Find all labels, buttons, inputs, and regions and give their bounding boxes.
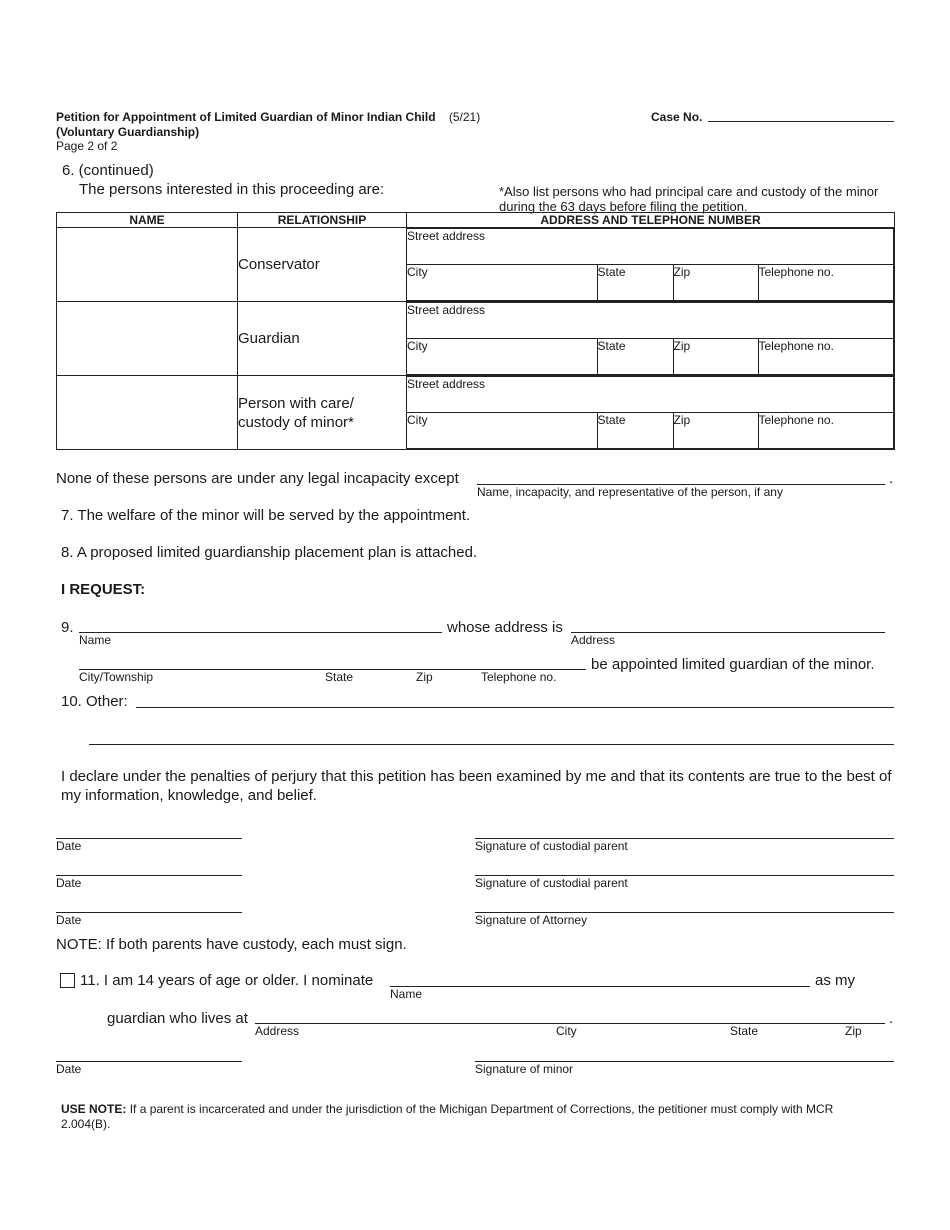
- incapacity-period: .: [889, 470, 894, 487]
- telephone-caption: Telephone no.: [481, 670, 557, 684]
- minor-date-field[interactable]: [56, 1061, 242, 1062]
- nominee-name-field[interactable]: [390, 986, 810, 987]
- guardian-lives-text: guardian who lives at: [107, 1010, 248, 1027]
- signature-caption: Signature of custodial parent: [475, 839, 628, 853]
- other-field-line-2[interactable]: [89, 744, 894, 745]
- signature-caption: Signature of custodial parent: [475, 876, 628, 890]
- date-field[interactable]: [56, 838, 242, 839]
- telephone-field[interactable]: Telephone no.: [758, 265, 894, 301]
- signature-caption: Signature of Attorney: [475, 913, 588, 927]
- zip-caption: Zip: [416, 670, 433, 684]
- zip-field[interactable]: Zip: [673, 413, 758, 449]
- item-10-label: 10. Other:: [61, 693, 128, 710]
- address-caption: Address: [571, 633, 616, 647]
- city-field[interactable]: City: [407, 339, 597, 375]
- name-caption: Name: [79, 633, 112, 647]
- date-field[interactable]: [56, 912, 242, 913]
- be-appointed-text: be appointed limited guardian of the minor.: [591, 656, 875, 673]
- form-title: [56, 110, 480, 124]
- zip-field[interactable]: Zip: [673, 265, 758, 301]
- address-cell: [407, 302, 895, 376]
- name-cell[interactable]: [57, 228, 238, 302]
- guardian-lives-period: .: [889, 1010, 894, 1027]
- nominee-state-caption: State: [730, 1024, 759, 1038]
- header-relationship: RELATIONSHIP: [238, 213, 407, 228]
- state-field[interactable]: State: [597, 413, 673, 449]
- address-cell: [407, 228, 895, 302]
- table-row: [57, 228, 895, 302]
- nominee-name-caption: Name: [390, 987, 423, 1001]
- street-address-field[interactable]: Street address: [407, 229, 894, 265]
- persons-table: [56, 212, 895, 450]
- state-field[interactable]: State: [597, 339, 673, 375]
- table-row: [57, 376, 895, 450]
- item-11-checkbox[interactable]: [60, 973, 75, 988]
- table-header-row: [57, 213, 895, 228]
- item-6-footnote: *Also list persons who had principal care and custody of the minor during the 63 days before filing the petition.: [499, 184, 879, 214]
- table-row: [57, 302, 895, 376]
- nominee-address-caption: Address: [255, 1024, 300, 1038]
- telephone-field[interactable]: Telephone no.: [758, 339, 894, 375]
- perjury-declaration: I declare under the penalties of perjury that this petition has been examined by me and that its contents are true to the best of my information, knowledge, and belief.: [61, 768, 892, 804]
- minor-date-caption: Date: [56, 1062, 82, 1076]
- item-6-number: 6. (continued): [62, 162, 154, 179]
- city-field[interactable]: City: [407, 413, 597, 449]
- street-address-field[interactable]: Street address: [407, 303, 894, 339]
- city-field[interactable]: City: [407, 265, 597, 301]
- state-field[interactable]: State: [597, 265, 673, 301]
- item-7: 7. The welfare of the minor will be served by the appointment.: [61, 507, 471, 524]
- whose-address-text: whose address is: [447, 619, 563, 636]
- use-note-label: USE NOTE:: [61, 1102, 127, 1116]
- minor-signature-caption: Signature of minor: [475, 1062, 574, 1076]
- page-number: Page 2 of 2: [56, 139, 118, 153]
- item-8: 8. A proposed limited guardianship placement plan is attached.: [61, 544, 478, 561]
- as-my-text: as my: [815, 972, 856, 989]
- incapacity-text: None of these persons are under any legal incapacity except: [56, 470, 459, 487]
- date-caption: Date: [56, 876, 82, 890]
- telephone-field[interactable]: Telephone no.: [758, 413, 894, 449]
- guardian-name-field[interactable]: [79, 632, 442, 633]
- item-9-number: 9.: [61, 619, 74, 636]
- form-version: (5/21): [448, 110, 481, 124]
- date-caption: Date: [56, 913, 82, 927]
- date-caption: Date: [56, 839, 82, 853]
- form-title-text: Petition for Appointment of Limited Guardian of Minor Indian Child: [56, 110, 436, 124]
- name-cell[interactable]: [57, 376, 238, 450]
- relationship-cell: Conservator: [238, 228, 407, 302]
- relationship-cell: Person with care/ custody of minor*: [238, 376, 407, 450]
- item-11-text: 11. I am 14 years of age or older. I nominate: [80, 972, 374, 989]
- use-note-text: If a parent is incarcerated and under the jurisdiction of the Michigan Department of Corrections, the petitioner must comply with MCR 2.004(B).: [61, 1102, 834, 1131]
- relationship-cell: Guardian: [238, 302, 407, 376]
- incapacity-caption: Name, incapacity, and representative of the person, if any: [477, 485, 783, 499]
- item-6-intro: The persons interested in this proceeding are:: [79, 181, 385, 198]
- state-caption: State: [325, 670, 354, 684]
- street-address-field[interactable]: Street address: [407, 377, 894, 413]
- request-heading: I REQUEST:: [61, 581, 146, 598]
- header-address: ADDRESS AND TELEPHONE NUMBER: [407, 213, 895, 228]
- date-field[interactable]: [56, 875, 242, 876]
- nominee-city-caption: City: [556, 1024, 577, 1038]
- guardian-address-field[interactable]: [571, 632, 885, 633]
- case-no-label: Case No.: [651, 110, 703, 124]
- zip-field[interactable]: Zip: [673, 339, 758, 375]
- case-no-field[interactable]: [708, 121, 894, 122]
- name-cell[interactable]: [57, 302, 238, 376]
- address-cell: [407, 376, 895, 450]
- nominee-zip-caption: Zip: [845, 1024, 862, 1038]
- city-caption: City/Township: [79, 670, 154, 684]
- use-note: [61, 1102, 851, 1132]
- form-subtitle: (Voluntary Guardianship): [56, 125, 200, 139]
- custody-note: NOTE: If both parents have custody, each must sign.: [56, 936, 407, 953]
- other-field-line-1[interactable]: [136, 707, 894, 708]
- header-name: NAME: [57, 213, 238, 228]
